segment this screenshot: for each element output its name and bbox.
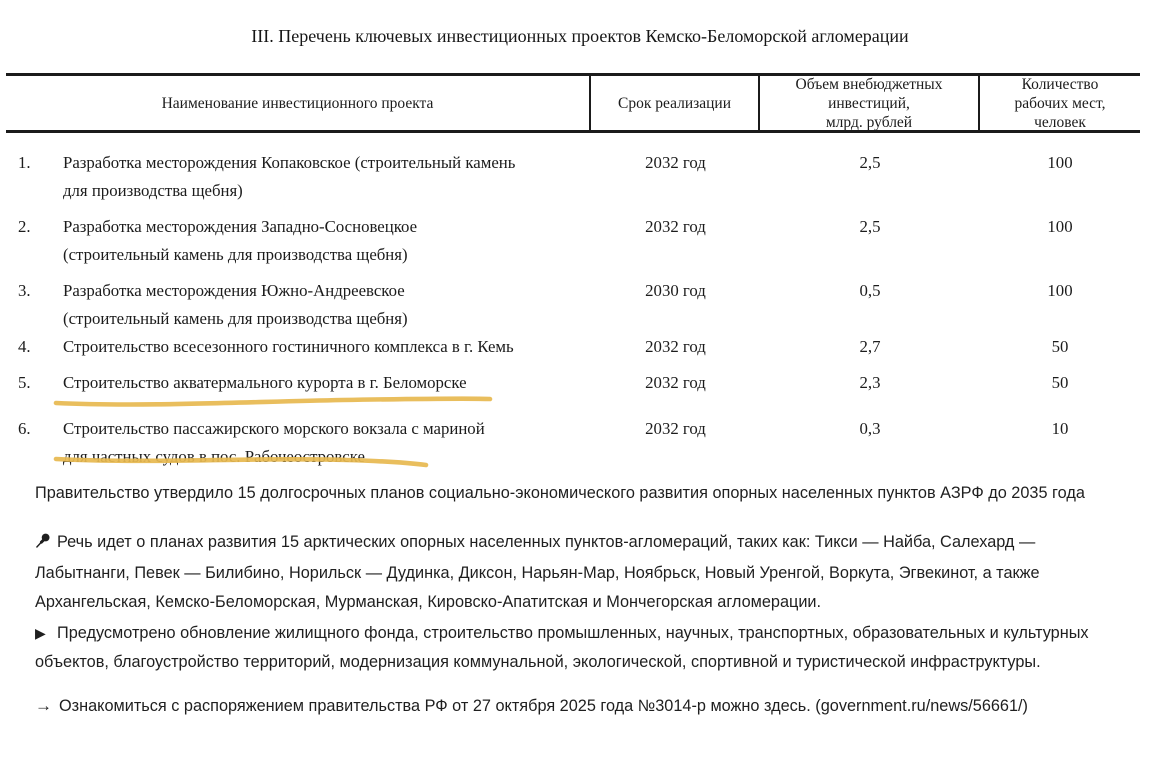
- play-triangle-icon: ▶: [35, 625, 46, 641]
- table-header: [6, 73, 1140, 133]
- row-number: 3.: [18, 281, 31, 300]
- table-row: [0, 415, 1160, 471]
- jobs-value: 50: [1051, 373, 1069, 392]
- jobs-value: 10: [1051, 419, 1069, 438]
- investment-value: 2,3: [859, 373, 881, 392]
- project-name: Строительство всесезонного гостиничного комплекса в г. Кемь: [63, 337, 514, 356]
- row-number: 5.: [18, 373, 31, 392]
- investment-value: 0,5: [859, 281, 881, 300]
- table-row: [0, 277, 1160, 333]
- row-number: 1.: [18, 153, 31, 172]
- term-value: 2032 год: [645, 217, 706, 236]
- term-value: 2032 год: [645, 373, 706, 392]
- term-value: 2032 год: [645, 337, 706, 356]
- project-name: Разработка месторождения Западно-Сосновецкое (строительный камень для производства щебня): [63, 217, 418, 264]
- term-value: 2032 год: [645, 419, 706, 438]
- row-number: 4.: [18, 337, 31, 356]
- investment-value: 2,5: [859, 217, 881, 236]
- jobs-value: 100: [1047, 153, 1073, 172]
- paragraph-link: [35, 691, 1140, 721]
- table-row: [0, 369, 1160, 397]
- project-name: Строительство акватермального курорта в г. Беломорске: [63, 373, 467, 392]
- investment-value: 0,3: [859, 419, 881, 438]
- table-row: [0, 333, 1160, 361]
- page-title: III. Перечень ключевых инвестиционных проектов Кемско-Беломорской агломерации: [251, 26, 909, 46]
- investment-value: 2,7: [859, 337, 881, 356]
- row-number: 2.: [18, 217, 31, 236]
- column-header-jobs: Количество рабочих мест, человек: [1014, 75, 1106, 131]
- column-header-project-name: [6, 76, 591, 130]
- project-name: Разработка месторождения Южно-Андреевское (строительный камень для производства щебня): [63, 281, 408, 328]
- jobs-value: 50: [1051, 337, 1069, 356]
- project-name: Строительство пассажирского морского вокзала с мариной для частных судов в пос. Рабочеостровске: [63, 419, 485, 466]
- investment-value: 2,5: [859, 153, 881, 172]
- table-row: [0, 149, 1160, 205]
- column-header-label: Наименование инвестиционного проекта: [161, 94, 434, 112]
- project-name: Разработка месторождения Копаковское (строительный камень для производства щебня): [63, 153, 516, 200]
- link-text: Ознакомиться с распоряжением правительства РФ от 27 октября 2025 года №3014-р можно здесь. (government.ru/news/56661/): [59, 697, 1028, 715]
- paragraph-infrastructure: ▶ Предусмотрено обновление жилищного фонда, строительство промышленных, научных, транспортных, образовательных и культурных объектов, благоустройство территорий, модернизация коммунальной, экологической, спортивной и туристической инфраструктуры.: [35, 619, 1140, 677]
- paragraph-intro: Правительство утвердило 15 долгосрочных планов социально-экономического развития опорных населенных пунктов АЗРФ до 2035 года: [35, 484, 1085, 502]
- jobs-value: 100: [1047, 281, 1073, 300]
- row-number: 6.: [18, 419, 31, 438]
- term-value: 2030 год: [645, 281, 706, 300]
- table-row: [0, 213, 1160, 269]
- jobs-value: 100: [1047, 217, 1073, 236]
- column-header-investment: Объем внебюджетных инвестиций, млрд. рублей: [760, 76, 980, 130]
- column-header-label: Срок реализации: [618, 94, 731, 112]
- term-value: 2032 год: [645, 153, 706, 172]
- column-header-term: [591, 76, 760, 130]
- pushpin-icon: [35, 530, 57, 559]
- right-arrow-icon: →: [35, 696, 52, 715]
- paragraph-agglomerations: Речь идет о планах развития 15 арктических опорных населенных пунктов-агломераций, таких как: Тикси — Найба, Салехард — Лабытнанги, Певек — Билибино, Норильск — Дудинка, Диксон, Нарьян-Мар, Ноябрьск, Новый Уренгой, Воркута, Эгвекинот, а также Архангельская, Кемско-Беломорская, Мурманская, Кировско-Апатитская и Мончегорская агломерации.: [35, 528, 1140, 617]
